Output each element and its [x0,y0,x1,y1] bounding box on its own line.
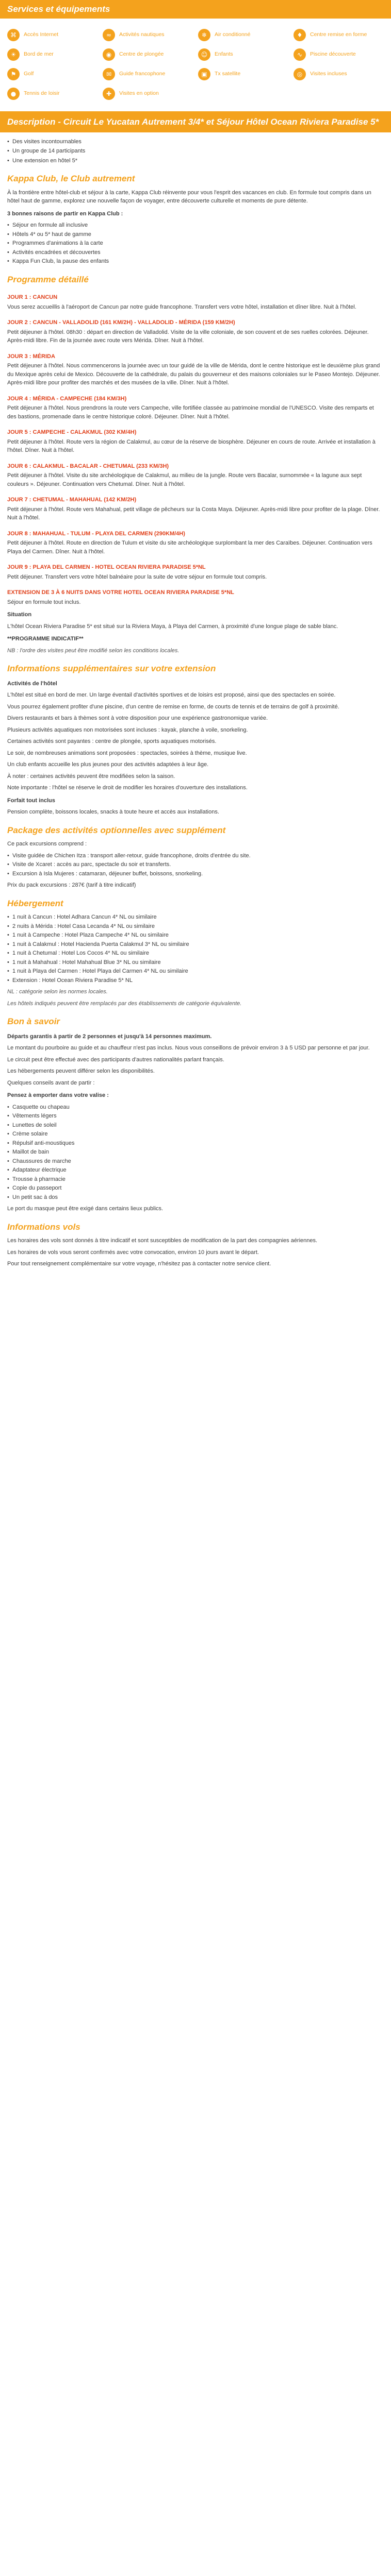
extension-title: EXTENSION DE 3 À 6 NUITS DANS VOTRE HOTEL OCEAN RIVIERA PARADISE 5*NL [7,589,234,596]
club-reasons-list [7,221,384,266]
map-icon: ✚ [103,88,115,100]
good-to-know-paragraph: Le port du masque peut être exigé dans certains lieux publics. [7,1206,164,1212]
arrivals-title: Forfait tout inclus [7,797,55,804]
golf-icon: ⚑ [7,68,20,80]
list-item: • Copie du passeport [7,1184,384,1193]
list-item: • 1 nuit à Mahahual : Hotel Mahahual Blue 3* NL ou similaire [7,958,384,967]
sample-note: NB : l'ordre des visites peut être modifié selon les conditions locales. [7,647,180,654]
list-item: • Séjour en formule all inclusive [7,221,384,230]
list-item: • Hôtels 4* ou 5* haut de gamme [7,230,384,239]
info-paragraph: Certaines activités sont payantes : centre de plongée, sports aquatiques motorisés. [7,738,217,745]
extension-detail: L'hôtel Ocean Riviera Paradise 5* est situé sur la Riviera Maya, à Playa del Carmen, à proximité d'une longue plage de sable blanc. [7,623,338,630]
arrivals-paragraph: Pension complète, boissons locales, snacks à toute heure et accès aux installations. [7,809,219,816]
good-to-know-sub: Départs garantis à partir de 2 personnes et jusqu'à 14 personnes maximum. [7,1033,212,1040]
service-label: Enfants [215,50,233,57]
day-title: JOUR 6 : CALAKMUL - BACALAR - CHETUMAL (233 KM/3H) [7,463,169,469]
child-icon: ☺ [198,48,210,61]
service-label: Golf [24,70,34,77]
club-title: Kappa Club, le Club autrement [7,174,135,184]
packing-list [7,1103,384,1202]
club-reasons-title: 3 bonnes raisons de partir en Kappa Club : [7,210,123,217]
club-paragraph: À la frontière entre hôtel-club et séjour à la carte, Kappa Club réinvente pour vous l'esprit des vacances en club. En formule tout compris dans un hôtel haut de gamme, explorez une nouvelle façon de voyager, entre découverte culturelle et moments de pure détente. [7,189,371,205]
list-item: • Une extension en hôtel 5* [7,157,384,165]
list-item: • Casquette ou chapeau [7,1103,384,1112]
day-title: JOUR 1 : CANCUN [7,294,58,301]
extension-body: Séjour en formule tout inclus. [7,599,81,605]
info-paragraph: Vous pourrez également profiter d'une piscine, d'un centre de remise en forme, de courts de tennis et de terrains de golf à proximité. [7,703,339,710]
options-price: Prix du pack excursions : 287€ (tarif à titre indicatif) [7,882,136,889]
service-item [103,88,193,100]
info-paragraph: Le soir, de nombreuses animations sont proposées : spectacles, soirées à thème, musique live. [7,750,247,756]
list-item: • Extension : Hotel Ocean Riviera Paradise 5* NL [7,976,384,985]
service-item [7,48,97,61]
list-item: • 1 nuit à Cancun : Hotel Adhara Cancun 4* NL ou similaire [7,913,384,922]
diving-icon: ◉ [103,48,115,61]
day-body: Petit déjeuner à l'hôtel. Nous commencerons la journée avec un tour guidé de la ville de Mérida, dont le centre historique est le deuxième plus grand du Mexique après celui de Mexico. Découverte de la cathédrale, du palais du gouverneur et des maisons coloniales sur le Paseo Montejo. Déjeuner. Après-midi libre pour profiter des marchés et des musées de la ville. Dîner. Nuit à l'hôtel. [7,363,380,386]
camera-icon: ◎ [294,68,306,80]
hotels-title: Hébergement [7,898,63,908]
list-item: • Maillot de bain [7,1148,384,1157]
flights-title: Informations vols [7,1222,80,1232]
options-title: Package des activités optionnelles avec supplément [7,825,226,835]
list-item: • Lunettes de soleil [7,1121,384,1130]
day-body: Petit déjeuner. Transfert vers votre hôtel balnéaire pour la suite de votre séjour en formule tout compris. [7,573,267,580]
service-item [7,68,97,80]
info-paragraph: L'hôtel est situé en bord de mer. Un large éventail d'activités sportives et de loisirs est proposé, ainsi que des spectacles en soirée. [7,692,336,699]
service-label: Activités nautiques [119,31,165,38]
service-item [294,48,384,61]
day-title: JOUR 7 : CHETUMAL - MAHAHUAL (142 KM/2H) [7,497,137,503]
list-item: • Un petit sac à dos [7,1193,384,1202]
list-item: • Crème solaire [7,1130,384,1139]
service-label: Visites en option [119,90,159,96]
info-paragraph: Note importante : l'hôtel se réserve le droit de modifier les horaires d'ouverture des installations. [7,785,248,791]
service-label: Tx satellite [215,70,241,77]
service-item [7,29,97,41]
day-body: Petit déjeuner à l'hôtel. 08h30 : départ en direction de Valladolid. Visite de la ville coloniale, de son couvent et de ses ruelles colorées. Déjeuner. Après-midi libre. Fin de la journée avec route vers Mérida. Dîner. Nuit à l'hôtel. [7,329,369,344]
list-item: • Excursion à Isla Mujeres : catamaran, déjeuner buffet, boissons, snorkeling. [7,870,384,878]
swim-icon: ≈ [103,29,115,41]
list-item: • Répulsif anti-moustiques [7,1139,384,1148]
list-item: • Programmes d'animations à la carte [7,239,384,248]
info-paragraph: Divers restaurants et bars à thèmes sont à votre disposition pour une expérience gastronomique variée. [7,715,268,722]
service-item [103,68,193,80]
good-to-know-paragraph: Quelques conseils avant de partir : [7,1079,95,1086]
good-to-know-paragraph: Le montant du pourboire au guide et au chauffeur n'est pas inclus. Nous vous conseillons de prévoir environ 3 à 5 USD par personne et par jour. [7,1045,370,1052]
program-title: Programme détaillé [7,274,89,284]
list-item: • Un groupe de 14 participants [7,147,384,156]
program-days [7,293,384,581]
good-to-know-title: Bon à savoir [7,1016,60,1027]
info-title: Informations supplémentaires sur votre extension [7,664,216,674]
hotels-note: Les hôtels indiqués peuvent être remplacés par des établissements de catégorie équivalente. [7,1000,242,1007]
intro-list [7,138,384,165]
pool-icon: ∿ [294,48,306,61]
day-title: JOUR 9 : PLAYA DEL CARMEN - HOTEL OCEAN RIVIERA PARADISE 5*NL [7,564,206,571]
list-item: • Visite guidée de Chichen Itza : transport aller-retour, guide francophone, droits d'entrée du site. [7,852,384,860]
list-item: • Visite de Xcaret : accès au parc, spectacle du soir et transferts. [7,860,384,869]
flights-paragraph: Pour tout renseignement complémentaire sur votre voyage, n'hésitez pas à contacter notre service client. [7,1261,271,1267]
list-item: • 1 nuit à Campeche : Hotel Plaza Campeche 4* NL ou similaire [7,931,384,940]
list-item: • 2 nuits à Mérida : Hotel Casa Lecanda 4* NL ou similaire [7,922,384,931]
hotels-list [7,913,384,985]
service-item [198,29,288,41]
day-body: Petit déjeuner à l'hôtel. Route en direction de Tulum et visite du site archéologique surplombant la mer des Caraïbes. Déjeuner. Continuation vers Playa del Carmen. Dîner. Nuit à l'hôtel. [7,540,372,555]
service-label: Visites incluses [310,70,347,77]
list-item: • Activités encadrées et découvertes [7,248,384,257]
service-item [198,68,288,80]
description-section [0,138,391,1268]
day-body: Petit déjeuner à l'hôtel. Route vers la région de Calakmul, au cœur de la réserve de biosphère. Déjeuner en cours de route. Arrivée et installation à l'hôtel. Dîner. Nuit à l'hôtel. [7,438,376,454]
list-item: • 1 nuit à Playa del Carmen : Hotel Playa del Carmen 4* NL ou similaire [7,967,384,976]
info-paragraph: À noter : certaines activités peuvent être modifiées selon la saison. [7,773,175,779]
info-paragraph: Plusieurs activités aquatiques non motorisées sont incluses : kayak, planche à voile, snorkeling. [7,726,248,733]
service-item [103,29,193,41]
day-title: JOUR 2 : CANCUN - VALLADOLID (161 KM/2H) - VALLADOLID - MÉRIDA (159 KM/2H) [7,319,235,326]
services-title: Services et équipements [7,4,110,14]
day-body: Petit déjeuner à l'hôtel. Route vers Mahahual, petit village de pêcheurs sur la Costa Maya. Déjeuner. Après-midi libre pour profiter de la plage. Dîner. Nuit à l'hôtel. [7,506,380,521]
flights-paragraph: Les horaires des vols sont donnés à titre indicatif et sont susceptibles de modification de la part des compagnies aériennes. [7,1238,318,1244]
tennis-icon: ● [7,88,20,100]
service-item [294,68,384,80]
day-title: JOUR 3 : MÉRIDA [7,353,55,360]
options-lead: Ce pack excursions comprend : [7,841,87,848]
services-grid [0,19,391,111]
description-banner [0,111,391,132]
service-item [294,29,384,41]
wifi-icon: ⌘ [7,29,20,41]
services-banner [0,0,391,19]
service-label: Centre de plongée [119,50,164,57]
service-label: Air conditionné [215,31,251,38]
service-item [7,88,97,100]
day-body: Petit déjeuner à l'hôtel. Nous prendrons la route vers Campeche, ville fortifiée classée au patrimoine mondial de l'UNESCO. Visite des remparts et des bastions, promenade dans le centre historique coloré. Déjeuner. Dîner. Nuit à l'hôtel. [7,405,374,420]
list-item: • 1 nuit à Chetumal : Hotel Los Cocos 4* NL ou similaire [7,949,384,958]
day-body: Vous serez accueillis à l'aéroport de Cancun par notre guide francophone. Transfert vers votre hôtel, installation et dîner libre. Nuit à l'hôtel. [7,303,356,310]
service-label: Tennis de loisir [24,90,60,96]
day-body: Petit déjeuner à l'hôtel. Visite du site archéologique de Calakmul, au milieu de la jungle. Route vers Bacalar, surnommée « la lagune aux sept couleurs ». Déjeuner. Continuation vers Chetumal. Dîner. Nuit à l'hôtel. [7,472,362,487]
dumbbell-icon: ♦ [294,29,306,41]
flights-paragraph: Les horaires de vols vous seront confirmés avec votre convocation, environ 10 jours avant le départ. [7,1249,259,1256]
service-label: Piscine découverte [310,50,356,57]
service-item [103,48,193,61]
day-title: JOUR 5 : CAMPECHE - CALAKMUL (302 KM/4H) [7,429,137,436]
hotels-note: NL : catégorie selon les normes locales. [7,989,108,995]
good-to-know-paragraph: Le circuit peut être effectué avec des participants d'autres nationalités parlant français. [7,1056,224,1063]
list-item: • Vêtements légers [7,1112,384,1121]
list-item: • Adaptateur électrique [7,1166,384,1175]
list-item: • Chaussures de marche [7,1157,384,1166]
list-item: • 1 nuit à Calakmul : Hotel Hacienda Puerta Calakmul 3* NL ou similaire [7,940,384,949]
beach-icon: ☀ [7,48,20,61]
service-label: Centre remise en forme [310,31,367,38]
service-label: Guide francophone [119,70,166,77]
extension-venue: Situation [7,612,32,618]
service-label: Accès Internet [24,31,59,38]
packing-list-title: Pensez à emporter dans votre valise : [7,1092,109,1099]
list-item: • Kappa Fun Club, la pause des enfants [7,257,384,266]
options-list [7,852,384,878]
snowflake-icon: ❄ [198,29,210,41]
guide-icon: ✉ [103,68,115,80]
day-title: JOUR 4 : MÉRIDA - CAMPECHE (184 KM/3H) [7,395,127,402]
service-item [198,48,288,61]
description-title: Description - Circuit Le Yucatan Autrement 3/4* et Séjour Hôtel Ocean Riviera Paradise 5* [7,116,379,127]
info-paragraph: Un club enfants accueille les plus jeunes pour des activités adaptées à leur âge. [7,761,209,768]
sample-title: **PROGRAMME INDICATIF** [7,636,84,642]
service-label: Bord de mer [24,50,54,57]
info-sub: Activités de l'hôtel [7,680,57,687]
day-title: JOUR 8 : MAHAHUAL - TULUM - PLAYA DEL CARMEN (290KM/4H) [7,530,185,537]
satellite-icon: ▣ [198,68,210,80]
good-to-know-paragraph: Les hébergements peuvent différer selon les disponibilités. [7,1068,155,1075]
list-item: • Des visites incontournables [7,138,384,146]
list-item: • Trousse à pharmacie [7,1175,384,1184]
